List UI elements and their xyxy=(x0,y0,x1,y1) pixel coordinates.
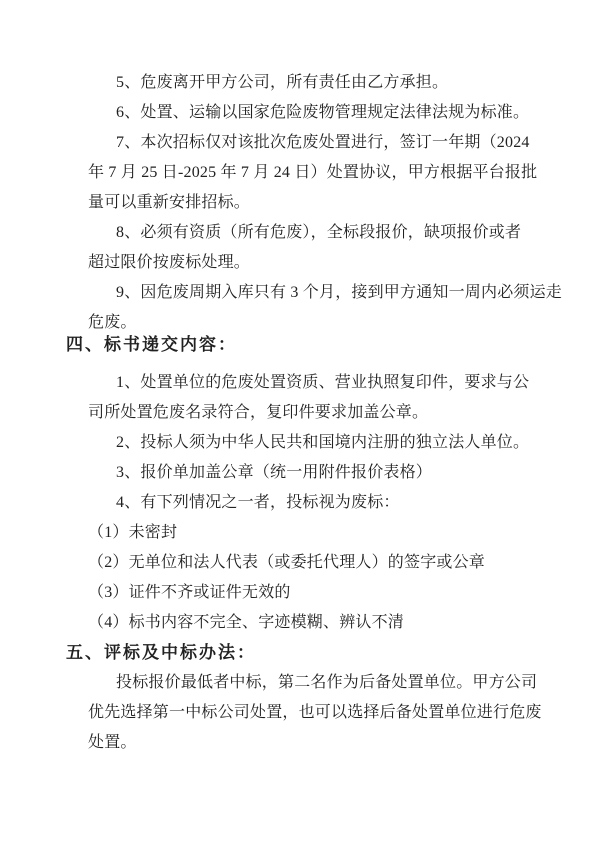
doc-line: 1、处置单位的危废处置资质、营业执照复印件，要求与公 xyxy=(116,374,530,391)
doc-line: 4、有下列情况之一者，投标视为废标： xyxy=(116,494,400,511)
section-heading: 五、评标及中标办法： xyxy=(66,643,256,662)
section-bid-submission-content xyxy=(0,330,600,638)
doc-line: （4）标书内容不完全、字迹模糊、辨认不清 xyxy=(88,614,405,631)
doc-line: 3、报价单加盖公章（统一用附件报价表格） xyxy=(116,464,433,481)
section-general-terms xyxy=(0,68,600,338)
document-body xyxy=(0,68,600,758)
doc-line: 8、必须有资质（所有危废），全标段报价，缺项报价或者 xyxy=(116,224,522,241)
doc-line: （2）无单位和法人代表（或委托代理人）的签字或公章 xyxy=(88,554,486,571)
doc-line: 年 7 月 25 日-2025 年 7 月 24 日）处置协议，甲方根据平台报批 xyxy=(88,164,538,181)
doc-line: （3）证件不齐或证件无效的 xyxy=(88,584,291,601)
doc-line: 2、投标人须为中华人民共和国境内注册的独立法人单位。 xyxy=(116,434,530,451)
doc-line: 超过限价按废标处理。 xyxy=(88,254,251,271)
doc-line: 处置。 xyxy=(88,734,137,751)
section-heading: 四、标书递交内容： xyxy=(66,335,237,354)
doc-line: 危废。 xyxy=(88,314,137,331)
doc-line: 7、本次招标仅对该批次危废处置进行，签订一年期（2024 xyxy=(116,134,530,151)
doc-line: 投标报价最低者中标，第二名作为后备处置单位。甲方公司 xyxy=(116,674,538,691)
doc-line: 量可以重新安排招标。 xyxy=(88,194,251,211)
doc-line: 优先选择第一中标公司处置，也可以选择后备处置单位进行危废 xyxy=(88,704,542,721)
doc-line: 5、危废离开甲方公司，所有责任由乙方承担。 xyxy=(116,74,449,91)
doc-line: 司所处置危废名录符合，复印件要求加盖公章。 xyxy=(88,404,429,421)
doc-line: 6、处置、运输以国家危险废物管理规定法律法规为标准。 xyxy=(116,104,530,121)
doc-line: 9、因危废周期入库只有 3 个月，接到甲方通知一周内必须运走 xyxy=(116,284,563,301)
section-evaluation-award xyxy=(0,638,600,758)
doc-line: （1）未密封 xyxy=(88,524,178,541)
